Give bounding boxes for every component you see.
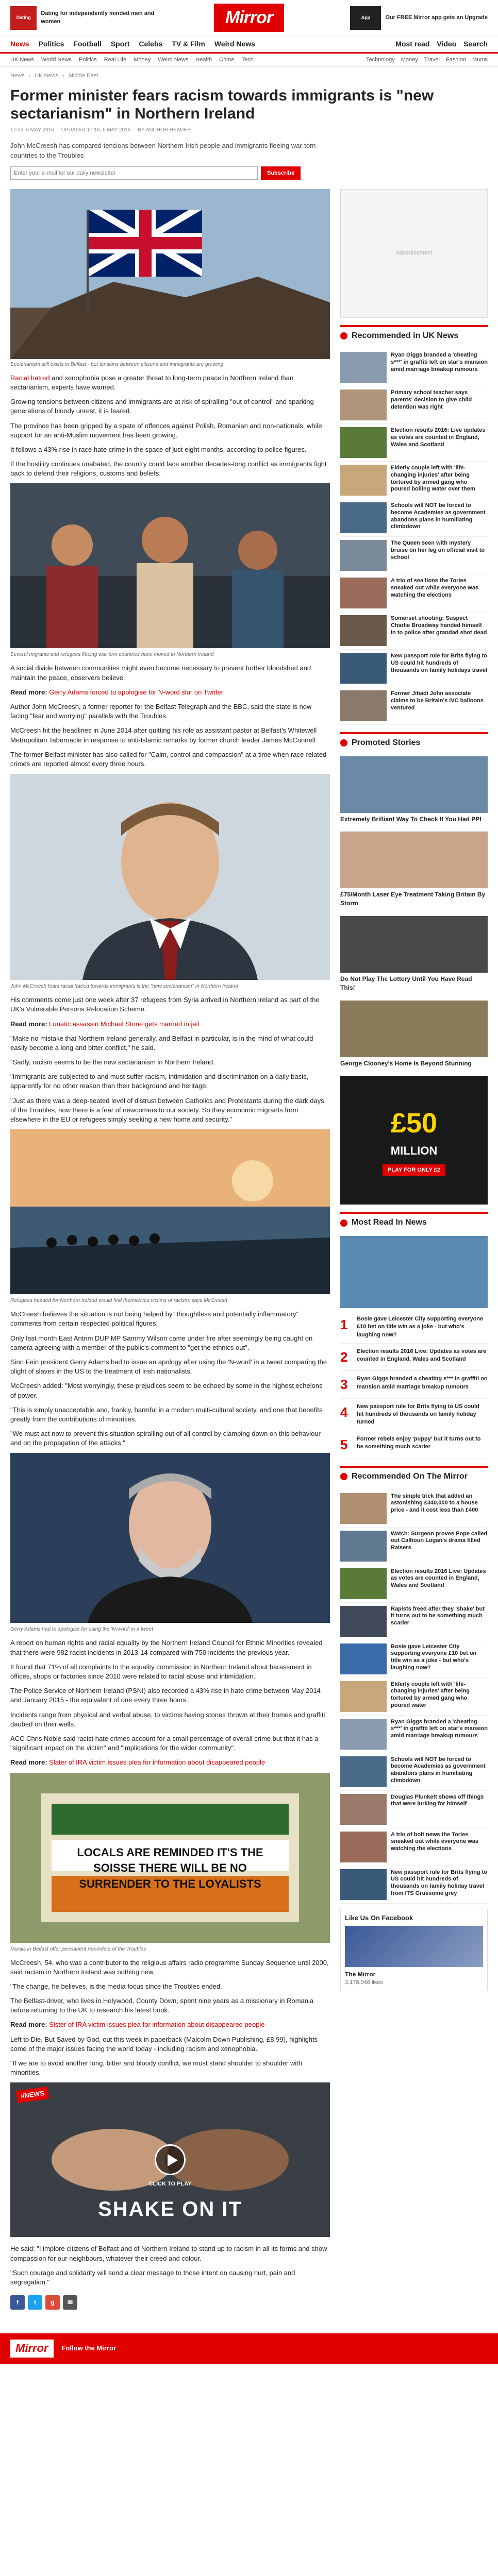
- paragraph: The Police Service of Northern Ireland (PSNI) also recorded a 43% rise in hate crime between May 2014 and January 2015 - the equivalent of one every three hours.: [10, 1687, 321, 1704]
- nav-politics[interactable]: Politics: [38, 39, 64, 48]
- nav-tv-film[interactable]: TV & Film: [172, 39, 205, 48]
- thumbnail: [340, 1531, 387, 1562]
- promoted-item-title[interactable]: Extremely Brilliant Way To Check If You Had PPI: [340, 815, 482, 823]
- thumbnail: [340, 832, 488, 888]
- most-read-title: Most Read In News: [352, 1218, 427, 1227]
- thumbnail: [340, 1832, 387, 1862]
- promo-left[interactable]: [10, 6, 155, 30]
- paragraph: Sinn Fein president Gerry Adams had to issue an apology after using the 'N-word' in a tweet comparing the plight of slaves in the US to the treatment of Irish nationalists.: [10, 1358, 327, 1376]
- thumbnail: [340, 1756, 387, 1787]
- facebook-widget: [340, 1909, 488, 1991]
- promo-right-image: App: [350, 6, 381, 30]
- read-more-link[interactable]: Lunatic assassin Michael Stone gets married in jail: [49, 1020, 200, 1028]
- sub-nav: [0, 54, 498, 67]
- promoted-item-title[interactable]: £75/Month Laser Eye Treatment Taking Britain By Storm: [340, 891, 486, 907]
- recommended-mirror-list: [340, 1490, 488, 1904]
- list-item[interactable]: [340, 1678, 488, 1716]
- top-bar: [0, 0, 498, 36]
- most-read-item-title[interactable]: New passport rule for Brits flying to US could hit hundreds of thousands on family holiday turned: [357, 1403, 479, 1426]
- subnav-mums[interactable]: Mums: [472, 56, 488, 63]
- email-share-icon[interactable]: ✉: [63, 2295, 77, 2310]
- list-item-title[interactable]: A trio of bolt news the Tories sneaked out while everyone was watching the elections: [391, 1831, 478, 1852]
- read-more-link[interactable]: Slater of IRA victim issues plea for information about disappeared people: [49, 1758, 265, 1767]
- nav-sport[interactable]: Sport: [110, 39, 130, 48]
- thumbnail: [340, 1001, 488, 1057]
- list-item[interactable]: [340, 1603, 488, 1640]
- subnav-crime[interactable]: Crime: [219, 56, 235, 63]
- promo-left-text[interactable]: Dating for independently minded men and women: [41, 10, 155, 25]
- paragraph: "If we are to avoid another long, bitter and bloody conflict, we must stand shoulder to shoulder with minorities.: [10, 2059, 303, 2077]
- promoted-item[interactable]: [340, 832, 488, 910]
- footer-text: Follow the Mirror: [61, 2344, 117, 2352]
- recommended-uk-heading: [340, 325, 488, 345]
- thumbnail: [340, 540, 387, 571]
- mirror-dot-icon: [340, 332, 347, 340]
- paragraph: McCreesh believes the situation is not being helped by "thoughtless and potentially inflammatory" comments from certain respected political figures.: [10, 1310, 299, 1328]
- list-item[interactable]: [340, 537, 488, 574]
- subnav-real-life[interactable]: Real Life: [104, 56, 127, 63]
- subnav-world-news[interactable]: World News: [41, 56, 72, 63]
- paragraph: It follows a 43% rise in race hate crime in the space of just eight months, according to police figures.: [10, 445, 307, 453]
- list-item[interactable]: [340, 1791, 488, 1828]
- read-more: [10, 688, 330, 697]
- list-item[interactable]: [340, 1490, 488, 1528]
- promo-right-text[interactable]: Our FREE Mirror app gets an Upgrade: [385, 14, 488, 21]
- paragraph: "Sadly, racism seems to be the new sectarianism in Northern Ireland.: [10, 1058, 215, 1066]
- gerry-adams-portrait: [10, 1453, 330, 1623]
- list-item[interactable]: [340, 1716, 488, 1753]
- read-more: [10, 1020, 330, 1029]
- article-standfirst: John McCreesh has compared tensions between Northern Irish people and immigrants fleeing war-torn countries to the Troubles: [10, 142, 316, 159]
- refugees-boat-illustration: [10, 1129, 330, 1294]
- rank-number: 3: [340, 1377, 348, 1393]
- facebook-likes: 3,178,048 likes: [345, 1979, 383, 1986]
- article-meta: [0, 123, 498, 138]
- list-item[interactable]: [340, 612, 488, 650]
- breadcrumb-middle-east[interactable]: Middle East: [68, 73, 98, 79]
- thumbnail: [340, 1681, 387, 1712]
- refugees-image[interactable]: [10, 483, 330, 648]
- mccreesh-caption: John McCreesh fears racial hatred towards immigrants is the "new sectarianism" in Northern Ireland: [10, 984, 238, 990]
- promoted-item[interactable]: [340, 1001, 488, 1070]
- facebook-page-name[interactable]: The Mirror: [345, 1970, 376, 1978]
- list-item-title[interactable]: Former Jihadi John associate claims to be Britain's IVC balloons ventured: [391, 690, 484, 711]
- subnav-tech[interactable]: Tech: [241, 56, 254, 63]
- list-item-title[interactable]: Schools will NOT be forced to become Academies as government abandons plans in humiliating climbdown: [391, 502, 486, 530]
- nav-celebs[interactable]: Celebs: [139, 39, 163, 48]
- list-item-title[interactable]: A trio of sea lions the Tories sneaked out while everyone was watching the elections: [391, 578, 478, 598]
- mccreesh-portrait: [10, 774, 330, 980]
- paragraph: "Immigrants are subjected to and must suffer racism, intimidation and discrimination on a daily basis, apparently for no other reason than their background and heritage.: [10, 1073, 309, 1090]
- rank-number: 1: [340, 1316, 348, 1332]
- gerry-adams-image[interactable]: [10, 1453, 330, 1623]
- article-byline[interactable]: BY ANCHOR HEADER: [138, 127, 191, 133]
- breadcrumb-news[interactable]: News: [10, 73, 25, 79]
- list-item[interactable]: [340, 386, 488, 424]
- lottery-ad[interactable]: [340, 1076, 488, 1205]
- recommended-uk-title: Recommended in UK News: [352, 331, 459, 340]
- paragraph: "Just as there was a deep-seated level of distrust between Catholics and Protestants during the dark days of the Troubles, now there is a fear of newcomers to our society. So they economic migrants from elsewhere in the EU or refugees simply seeking a new home and security.": [10, 1096, 324, 1124]
- google-share-icon[interactable]: g: [45, 2295, 60, 2310]
- list-item-title[interactable]: Douglas Plunkett shows off things that were lurking for himself: [391, 1793, 484, 1807]
- refugees-caption: Several migrants and refugees fleeing war-torn countries have moved to Northern Ireland: [10, 652, 214, 658]
- most-read-image[interactable]: [340, 1236, 488, 1308]
- paragraph: McCreesh added: "Most worryingly, these prejudices seem to be echoed by some in the highest echelons of power.: [10, 1382, 323, 1399]
- newsletter-signup: [0, 163, 498, 183]
- thumbnail: [340, 1606, 387, 1637]
- promoted-item[interactable]: [340, 756, 488, 826]
- thumbnail: [340, 389, 387, 420]
- list-item-title[interactable]: Elderly couple left with 'life-changing injuries' after being tortured by armed gang who poured boiling water over them: [391, 465, 475, 493]
- mural-text: LOCALS ARE REMINDED IT'S THE SOISSE THERE WILL BE NO SURRENDER TO THE LOYALISTS: [77, 1845, 263, 1891]
- paragraph: Incidents range from physical and verbal abuse, to victims having stones thrown at their homes and graffiti daubed on their walls.: [10, 1710, 325, 1728]
- list-item[interactable]: [340, 1528, 488, 1565]
- nav-search[interactable]: Search: [463, 39, 488, 48]
- thumbnail: [340, 690, 387, 721]
- paragraph: Only last month East Antrim DUP MP Sammy Wilson came under fire after seemingly being caught on camera agreeing with a member of the public's comment to "get the ethnics out".: [10, 1334, 313, 1351]
- mirror-dot-icon: [340, 1473, 347, 1480]
- thumbnail: [340, 756, 488, 813]
- list-item-title[interactable]: New passport rule for Brits flying to US could hit hundreds of thousands on family holidays travel: [391, 653, 488, 673]
- lottery-ad-cta[interactable]: PLAY FOR ONLY £2: [383, 1164, 445, 1176]
- paragraph: It found that 71% of all complaints to the equality commission in Northern Ireland about harassment in offices, shops or factories since 2010 were related to racial abuse and intimidation.: [10, 1663, 312, 1681]
- video-player[interactable]: [10, 2082, 330, 2237]
- paragraph: ACC Chris Noble said racist hate crimes account for a small percentage of overall crime but that it has a "significant impact on the victim" and "implications for the wider community".: [10, 1734, 319, 1752]
- thumbnail: [340, 615, 387, 646]
- promoted-title: Promoted Stories: [352, 738, 421, 748]
- sidebar-ad[interactable]: Advertisement: [340, 189, 488, 318]
- paragraph: "We must act now to prevent this situation spiralling out of all control by clamping down on this behaviour and on the propagation of the attacks.": [10, 1430, 321, 1447]
- refugees-illustration: [10, 483, 330, 648]
- recommended-uk-list: [340, 349, 488, 725]
- subnav-weird-news[interactable]: Weird News: [158, 56, 189, 63]
- thumbnail: [340, 1568, 387, 1599]
- nav-video[interactable]: Video: [437, 39, 457, 48]
- thumbnail: [340, 465, 387, 496]
- mural-image[interactable]: [10, 1773, 330, 1943]
- most-read-item[interactable]: [340, 1371, 488, 1398]
- article-published: 17:06, 6 MAY 2016: [10, 127, 54, 133]
- facebook-share-icon[interactable]: f: [10, 2295, 25, 2310]
- list-item[interactable]: [340, 424, 488, 462]
- paragraph: If the hostility continues unabated, the country could face another decades-long conflict as immigrants fight back to defend their religions, customs and beliefs.: [10, 460, 327, 478]
- read-more: [10, 1758, 330, 1767]
- hero-caption: Sectarianism still exists in Belfast - but tensions between citizens and immigrants are growing: [10, 361, 223, 367]
- paragraph: "Make no mistake that Northern Ireland generally, and Belfast in particular, is in the mind of what could easily become a long and bitter conflict," he said.: [10, 1034, 313, 1052]
- paragraph: The former Belfast minister has also called for "Calm, control and compassion" at a time when race-related crimes are reported almost every three hours.: [10, 750, 327, 768]
- most-read-item-title[interactable]: Former rebels enjoy 'puppy' but it turns out to be something much scarier: [357, 1435, 481, 1450]
- breadcrumb-uk-news[interactable]: UK News: [35, 73, 59, 79]
- subnav-fashion[interactable]: Fashion: [445, 56, 467, 63]
- article-updated: UPDATED 17:16, 6 MAY 2016: [61, 127, 131, 133]
- video-click-to-play[interactable]: CLICK TO PLAY: [148, 2181, 192, 2188]
- article-body: [10, 189, 330, 2317]
- promoted-item-title[interactable]: Do Not Play The Lottery Until You Have Read This!: [340, 975, 472, 991]
- thumbnail: [340, 916, 488, 973]
- most-read-item[interactable]: [340, 1311, 488, 1344]
- share-row: [10, 2292, 330, 2317]
- paragraph: A social divide between communities might even become necessary to prevent further bloodshed and maintain the peace, observers believe.: [10, 664, 311, 682]
- most-read-item[interactable]: [340, 1431, 488, 1459]
- read-more-label: Read more:: [10, 2021, 47, 2029]
- mirror-dot-icon: [340, 739, 347, 747]
- video-badge: #NEWS: [16, 2087, 49, 2104]
- footer-bar: [0, 2333, 498, 2364]
- thumbnail: [340, 352, 387, 383]
- paragraph: A report on human rights and racial equality by the Northern Ireland Council for Ethnic Minorities revealed that there were 982 racist incidents in 2013-14 compared with 750 incidents the previous year.: [10, 1639, 323, 1656]
- list-item[interactable]: [340, 1866, 488, 1904]
- thumbnail: [340, 502, 387, 533]
- thumbnail: [340, 1719, 387, 1750]
- list-item[interactable]: [340, 1753, 488, 1791]
- recommended-mirror-title: Recommended On The Mirror: [352, 1472, 468, 1481]
- paragraph: Growing tensions between citizens and immigrants are at risk of spiralling "out of control" and sparking generations of bloody unrest, it is feared.: [10, 398, 314, 415]
- breadcrumb: News › UK News › Middle East: [0, 67, 498, 85]
- subnav-travel[interactable]: Travel: [424, 56, 440, 63]
- paragraph: The province has been gripped by a spate of offences against Polish, Romanian and non-nationals, while support for an anti-Muslim movement has been growing.: [10, 421, 322, 439]
- paragraph: Author John McCreesh, a former reporter for the Belfast Telegraph and the BBC, said the state is now facing "fear and worrying" parallels with the Troubles.: [10, 703, 312, 720]
- list-item-title[interactable]: Bosie gave Leicester City supporting everyone £10 bet on title win as a joke - but who's laughing now?: [391, 1643, 477, 1671]
- recommended-mirror-heading: [340, 1466, 488, 1485]
- most-read-heading: [340, 1212, 488, 1231]
- refugees-boat-image[interactable]: [10, 1129, 330, 1294]
- list-item-title[interactable]: The simple trick that added an astonishing £340,000 to a house price - and it cost less than £400: [391, 1493, 478, 1514]
- read-more-link[interactable]: Sister of IRA victim issues plea for information about disappeared people: [49, 2021, 265, 2029]
- thumbnail: [340, 578, 387, 608]
- list-item-title[interactable]: Somerset shooting: Suspect Charlie Broadway handed himself in to police after grandad shot dead: [391, 615, 487, 636]
- rank-number: 2: [340, 1349, 348, 1365]
- read-more-label: Read more:: [10, 688, 47, 696]
- subnav-money-right[interactable]: Money: [401, 56, 418, 63]
- list-item[interactable]: [340, 687, 488, 725]
- thumbnail: [340, 1794, 387, 1825]
- main-nav: [0, 36, 498, 54]
- newsletter-email-input[interactable]: [10, 166, 258, 180]
- promoted-heading: [340, 732, 488, 752]
- paragraph: His comments come just one week after 37 refugees from Syria arrived in Northern Ireland as part of the UK's Vulnerable Persons Relocation Scheme.: [10, 996, 320, 1013]
- subnav-money[interactable]: Money: [134, 56, 151, 63]
- facebook-cover[interactable]: [345, 1926, 483, 1967]
- racial-hatred-link[interactable]: Racial hatred: [10, 374, 50, 382]
- paragraph: He said: "I implore citizens of Belfast and of Northern Ireland to stand up to racism in all its forms and show compassion for our neighbours, whatever their creed and colour.: [10, 2245, 327, 2262]
- mural-caption: Murals in Belfast offer permanent reminders of the Troubles: [10, 1946, 146, 1952]
- most-read-item[interactable]: [340, 1399, 488, 1431]
- rank-number: 5: [340, 1436, 348, 1452]
- paragraph: McCreesh, 54, who was a contributor to the religious affairs radio programme Sunday Sequence until 2000, said racism in Northern Ireland was nothing new.: [10, 1958, 329, 1976]
- list-item-title[interactable]: Election results 2016: Live updates as votes are counted in England, Wales and Scotland: [391, 427, 486, 448]
- read-more-label: Read more:: [10, 1758, 47, 1767]
- list-item[interactable]: [340, 574, 488, 612]
- list-item-title[interactable]: Rapists freed after they 'shake' but it turns out to be something much scarier: [391, 1605, 485, 1626]
- list-item[interactable]: [340, 1565, 488, 1603]
- subnav-health[interactable]: Health: [195, 56, 212, 63]
- nav-weird-news[interactable]: Weird News: [214, 39, 255, 48]
- list-item-title[interactable]: Ryan Giggs branded a 'cheating s***' in graffiti left on star's mansion amid marriage breakup rumours: [391, 1718, 488, 1739]
- list-item-title[interactable]: Election results 2016 Live: Updates as votes are counted in England, Wales and Scotland: [391, 1568, 486, 1589]
- paragraph: "Such courage and solidarity will send a clear message to those intent on causing hurt, pain and segregation.": [10, 2268, 295, 2286]
- most-read-item[interactable]: [340, 1344, 488, 1371]
- hero-image[interactable]: [10, 189, 330, 359]
- list-item[interactable]: [340, 1640, 488, 1678]
- list-item-title[interactable]: Elderly couple left with 'life-changing injuries' after being tortured by armed gang who poured water: [391, 1681, 470, 1708]
- most-read-item-title[interactable]: Ryan Giggs branded a cheating s*** in graffiti on mansion amid marriage breakup rumours: [357, 1376, 488, 1390]
- paragraph-text: and xenophobia pose a greater threat to long-term peace in Northern Ireland than sectarianism, experts have warned.: [10, 374, 294, 391]
- article-title: Former minister fears racism towards immigrants is "new sectarianism" in Northern Ireland: [10, 87, 434, 122]
- refugees-boat-caption: Refugees headed for Northern Ireland would find themselves victims of racism, says McCreesh: [10, 1298, 227, 1304]
- most-read-item-title[interactable]: Bosie gave Leicester City supporting everyone £10 bet on title win as a joke - but who's laughing now?: [357, 1315, 484, 1338]
- paragraph: The Belfast-driver, who lives in Holywood, County Down, spent nine years as a missionary in Romania before returning to the UK to research his latest book.: [10, 1997, 314, 2014]
- gerry-adams-caption: Gerry Adams had to apologise for using the 'N-word' in a tweet: [10, 1626, 153, 1633]
- nav-football[interactable]: Football: [73, 39, 102, 48]
- sidebar: [340, 189, 488, 2317]
- thumbnail: [340, 653, 387, 684]
- facebook-widget-title: Like Us On Facebook: [345, 1913, 413, 1922]
- promo-right[interactable]: [343, 6, 488, 30]
- list-item[interactable]: [340, 499, 488, 537]
- read-more: [10, 2020, 330, 2029]
- list-item-title[interactable]: Ryan Giggs branded a 'cheating s***' in graffiti left on star's mansion amid marriage breakup rumours: [391, 352, 488, 372]
- paragraph: McCreesh hit the headlines in June 2014 after quitting his role as assistant pastor at Belfast's Whitewell Metropolitan Tabernacle in response to anti-Islamic remarks by former church leader James McConnell.: [10, 726, 318, 744]
- most-read-list: [340, 1311, 488, 1459]
- lottery-ad-amount: £50: [390, 1108, 438, 1139]
- video-title: SHAKE ON IT: [98, 2198, 242, 2221]
- thumbnail: [340, 1643, 387, 1674]
- most-read-item-title[interactable]: Election results 2016 Live: Updates as votes are counted in England, Wales and Scotland: [357, 1348, 487, 1363]
- thumbnail: [340, 1493, 387, 1524]
- thumbnail: [340, 1869, 387, 1900]
- list-item-title[interactable]: New passport rule for Brits flying to US could hit hundreds of thousands on family holiday travel from ITS Gruesome grey: [391, 1869, 488, 1896]
- paragraph: [10, 374, 330, 392]
- list-item[interactable]: [340, 650, 488, 687]
- play-icon[interactable]: [155, 2144, 186, 2175]
- subnav-technology[interactable]: Technology: [366, 56, 395, 63]
- read-more-link[interactable]: Gerry Adams forced to apologise for N-word slur on Twitter: [49, 688, 224, 696]
- list-item-title[interactable]: Primary school teacher says parents' decision to give child detention was right: [391, 389, 472, 410]
- nav-news[interactable]: News: [10, 39, 29, 48]
- mirror-dot-icon: [340, 1219, 347, 1227]
- list-item[interactable]: [340, 349, 488, 386]
- list-item[interactable]: [340, 462, 488, 499]
- list-item[interactable]: [340, 1828, 488, 1866]
- subnav-politics[interactable]: Politics: [78, 56, 97, 63]
- promo-left-image: Dating: [10, 6, 37, 30]
- footer-logo[interactable]: Mirror: [10, 2340, 54, 2358]
- hero-flag-illustration: [10, 189, 330, 359]
- thumbnail: [340, 427, 387, 458]
- promoted-item[interactable]: [340, 916, 488, 994]
- subnav-uk-news[interactable]: UK News: [10, 56, 34, 63]
- list-item-title[interactable]: The Queen seen with mystery bruise on her leg on official visit to school: [391, 540, 485, 561]
- list-item-title[interactable]: Watch: Surgeon proves Pope called out Calhoun Logan's drama filled Raisers: [391, 1530, 488, 1551]
- nav-most-read[interactable]: Most read: [395, 39, 430, 48]
- twitter-share-icon[interactable]: t: [28, 2295, 42, 2310]
- rank-number: 4: [340, 1404, 348, 1420]
- read-more-label: Read more:: [10, 1020, 47, 1028]
- promoted-item-title[interactable]: George Clooney's Home Is Beyond Stunning: [340, 1059, 472, 1067]
- paragraph: "This is simply unacceptable and, frankly, harmful in a modern multi-cultural society, and one that benefits greatly from the contributions of minorities.: [10, 1405, 323, 1423]
- lottery-ad-sub: MILLION: [390, 1144, 438, 1158]
- mirror-logo[interactable]: Mirror: [214, 4, 284, 32]
- mccreesh-image[interactable]: [10, 774, 330, 980]
- paragraph: Left to Die, But Saved by God, out this week in paperback (Malcolm Down Publishing, £8.99), highlights some of the major issues facing the world today - including racism and xenophobia.: [10, 2035, 318, 2053]
- paragraph: "The change, he believes, is the media focus since the Troubles ended.: [10, 1982, 222, 1990]
- newsletter-subscribe-button[interactable]: Subscribe: [261, 166, 301, 180]
- list-item-title[interactable]: Schools will NOT be forced to become Academies as government abandons plans in humiliating climbdown: [391, 1756, 486, 1784]
